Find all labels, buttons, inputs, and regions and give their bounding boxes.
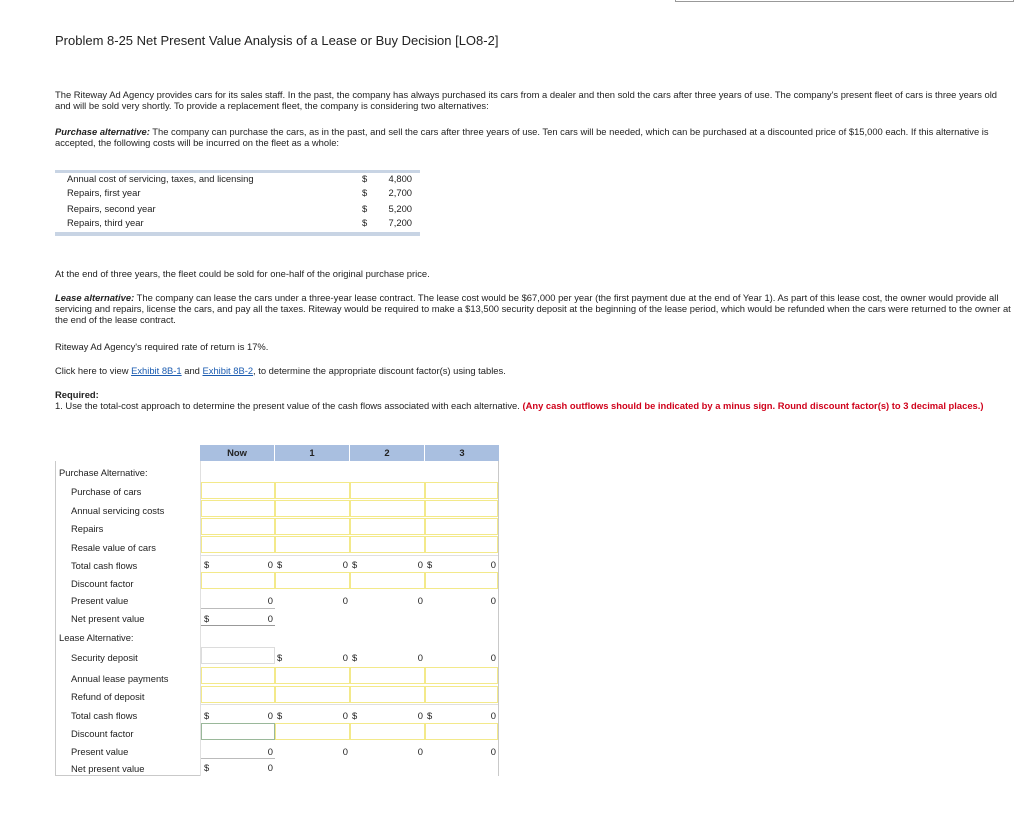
required-text: 1. Use the total-cost approach to determine the present value of the cash flows associated with each alternative. xyxy=(55,400,520,411)
resale-text: At the end of three years, the fleet could be sold for one-half of the original purchase price. xyxy=(55,268,430,279)
row-label-net-present-value: Net present value xyxy=(71,613,145,624)
row-label-net-present-value-lease: Net present value xyxy=(71,763,145,774)
exhibit-8b-2-link[interactable]: Exhibit 8B-2 xyxy=(202,365,254,376)
total-cf-y1: 0 xyxy=(342,559,348,570)
lease-discount-factor-y2-input[interactable] xyxy=(350,723,425,740)
repairs-now-input[interactable] xyxy=(201,518,275,535)
lease-payments-now-input[interactable] xyxy=(201,667,275,684)
row-label-annual-lease-payments: Annual lease payments xyxy=(71,673,169,684)
lease-alternative-text: The company can lease the cars under a three-year lease contract. The lease cost would be $67,000 per year (the first payment due at the end of Year 1). As part of this lease cost, the owner would provide all servicing and repairs, license the cars, and pay all the taxes. Riteway would be required to make a $13,500 security deposit at the beginning of the lease period, which would be refunded when the cars were returned to the owner at the end of the lease contract. xyxy=(55,292,1011,325)
pv-now: 0 xyxy=(267,595,273,606)
refund-y2-input[interactable] xyxy=(350,686,425,703)
row-label-repairs: Repairs xyxy=(71,523,104,534)
cost-row: Repairs, second year $ 5,200 xyxy=(67,203,412,214)
header-now: Now xyxy=(200,445,274,461)
purchase-alternative-paragraph xyxy=(55,126,1013,148)
refund-y1-input[interactable] xyxy=(275,686,350,703)
row-label-total-cash-flows: Total cash flows xyxy=(71,560,138,571)
lease-alternative-label: Lease alternative: xyxy=(55,292,135,303)
security-deposit-y1: 0 xyxy=(342,652,348,663)
lease-pv-now: 0 xyxy=(267,746,273,757)
row-label-discount-factor: Discount factor xyxy=(71,578,134,589)
resale-y2-input[interactable] xyxy=(350,536,425,553)
security-deposit-now-input[interactable] xyxy=(201,647,275,664)
header-year-3: 3 xyxy=(425,445,499,461)
required-heading: Required: xyxy=(55,389,99,400)
intro-paragraph: The Riteway Ad Agency provides cars for its sales staff. In the past, the company has always purchased its cars from a dealer and then sold the cars after three years of use. The company's present fleet of cars is three years old and will be sold very shortly. To provide a replacement fleet, the company is considering two alternatives: xyxy=(55,89,998,111)
lease-pv-y3: 0 xyxy=(490,746,496,757)
lease-total-cf-now: 0 xyxy=(267,710,273,721)
purchase-alternative-text: The company can purchase the cars, as in the past, and sell the cars after three years of use. Ten cars will be needed, which can be purchased at a discounted price of $15,000 each. If this alternative is accepted, the following costs will be incurred on the fleet as a whole: xyxy=(55,126,989,148)
pv-y1: 0 xyxy=(342,595,348,606)
lease-payments-y3-input[interactable] xyxy=(425,667,498,684)
pv-y2: 0 xyxy=(417,595,423,606)
discount-factor-y1-input[interactable] xyxy=(275,572,350,589)
lease-pv-y1: 0 xyxy=(342,746,348,757)
lease-discount-factor-y1-input[interactable] xyxy=(275,723,350,740)
resale-y1-input[interactable] xyxy=(275,536,350,553)
row-label-discount-factor-lease: Discount factor xyxy=(71,728,134,739)
total-cf-now: 0 xyxy=(267,559,273,570)
cost-table xyxy=(55,170,420,236)
resale-y3-input[interactable] xyxy=(425,536,498,553)
header-year-2: 2 xyxy=(350,445,424,461)
page-title: Problem 8-25 Net Present Value Analysis of a Lease or Buy Decision [LO8-2] xyxy=(55,33,499,48)
top-right-box xyxy=(675,0,1014,2)
lease-payments-y1-input[interactable] xyxy=(275,667,350,684)
lease-total-cf-y1: 0 xyxy=(342,710,348,721)
security-deposit-y3: 0 xyxy=(490,652,496,663)
row-label-refund-of-deposit: Refund of deposit xyxy=(71,691,145,702)
row-label-annual-servicing: Annual servicing costs xyxy=(71,505,165,516)
row-label-security-deposit: Security deposit xyxy=(71,652,138,663)
exhibit-instructions: Click here to view Exhibit 8B-1 and Exhibit 8B-2, to determine the appropriate discount factor(s) using tables. xyxy=(55,365,506,376)
row-label-present-value: Present value xyxy=(71,595,129,606)
total-cf-y2: 0 xyxy=(417,559,423,570)
pv-y3: 0 xyxy=(490,595,496,606)
servicing-now-input[interactable] xyxy=(201,500,275,517)
discount-factor-y3-input[interactable] xyxy=(425,572,498,589)
purchase-of-cars-y3-input[interactable] xyxy=(425,482,498,499)
exhibit-8b-1-link[interactable]: Exhibit 8B-1 xyxy=(131,365,182,376)
row-label-present-value-lease: Present value xyxy=(71,746,129,757)
purchase-alternative-label: Purchase alternative: xyxy=(55,126,150,137)
refund-now-input[interactable] xyxy=(201,686,275,703)
npv-lease: 0 xyxy=(267,762,273,773)
required-note: (Any cash outflows should be indicated by a minus sign. Round discount factor(s) to 3 decimal places.) xyxy=(522,400,984,411)
purchase-of-cars-now-input[interactable] xyxy=(201,482,275,499)
required-section xyxy=(55,389,1015,411)
refund-y3-input[interactable] xyxy=(425,686,498,703)
npv-purchase: 0 xyxy=(267,613,273,624)
lease-section-label: Lease Alternative: xyxy=(59,632,134,643)
total-cf-y3: 0 xyxy=(490,559,496,570)
cost-row: Repairs, third year $ 7,200 xyxy=(67,217,412,228)
row-label-purchase-of-cars: Purchase of cars xyxy=(71,486,142,497)
discount-factor-now-input[interactable] xyxy=(201,572,275,589)
resale-now-input[interactable] xyxy=(201,536,275,553)
row-label-total-cash-flows-lease: Total cash flows xyxy=(71,710,138,721)
lease-alternative-paragraph xyxy=(55,292,1017,325)
row-label-resale: Resale value of cars xyxy=(71,542,156,553)
rate-text: Riteway Ad Agency's required rate of return is 17%. xyxy=(55,341,269,352)
repairs-y2-input[interactable] xyxy=(350,518,425,535)
header-year-1: 1 xyxy=(275,445,349,461)
servicing-y3-input[interactable] xyxy=(425,500,498,517)
lease-discount-factor-y3-input[interactable] xyxy=(425,723,498,740)
servicing-y2-input[interactable] xyxy=(350,500,425,517)
discount-factor-y2-input[interactable] xyxy=(350,572,425,589)
repairs-y3-input[interactable] xyxy=(425,518,498,535)
purchase-of-cars-y2-input[interactable] xyxy=(350,482,425,499)
purchase-section-label: Purchase Alternative: xyxy=(59,467,148,478)
purchase-of-cars-y1-input[interactable] xyxy=(275,482,350,499)
lease-discount-factor-now-input[interactable] xyxy=(201,723,275,740)
cost-row: Repairs, first year $ 2,700 xyxy=(67,187,412,198)
npv-table: Now 1 2 3 Purchase Alternative: Purchase of cars Annual servicing costs Repairs Resale value of cars Total cash flows $ 0 $ 0 $ 0 $ 0 Discount factor Present value 0 0 0 0 Net present value $ 0 Lease Alternative: Security deposit $ 0 $ 0 0 Annual lease payments Refund of deposit Total cash flows $ 0 $ 0 $ 0 $ 0 Discount factor Present value 0 0 0 0 Net present value $ 0 xyxy=(55,445,499,776)
lease-pv-y2: 0 xyxy=(417,746,423,757)
security-deposit-y2: 0 xyxy=(417,652,423,663)
cost-row: Annual cost of servicing, taxes, and licensing $ 4,800 xyxy=(67,173,412,184)
repairs-y1-input[interactable] xyxy=(275,518,350,535)
lease-total-cf-y3: 0 xyxy=(490,710,496,721)
lease-payments-y2-input[interactable] xyxy=(350,667,425,684)
lease-total-cf-y2: 0 xyxy=(417,710,423,721)
servicing-y1-input[interactable] xyxy=(275,500,350,517)
